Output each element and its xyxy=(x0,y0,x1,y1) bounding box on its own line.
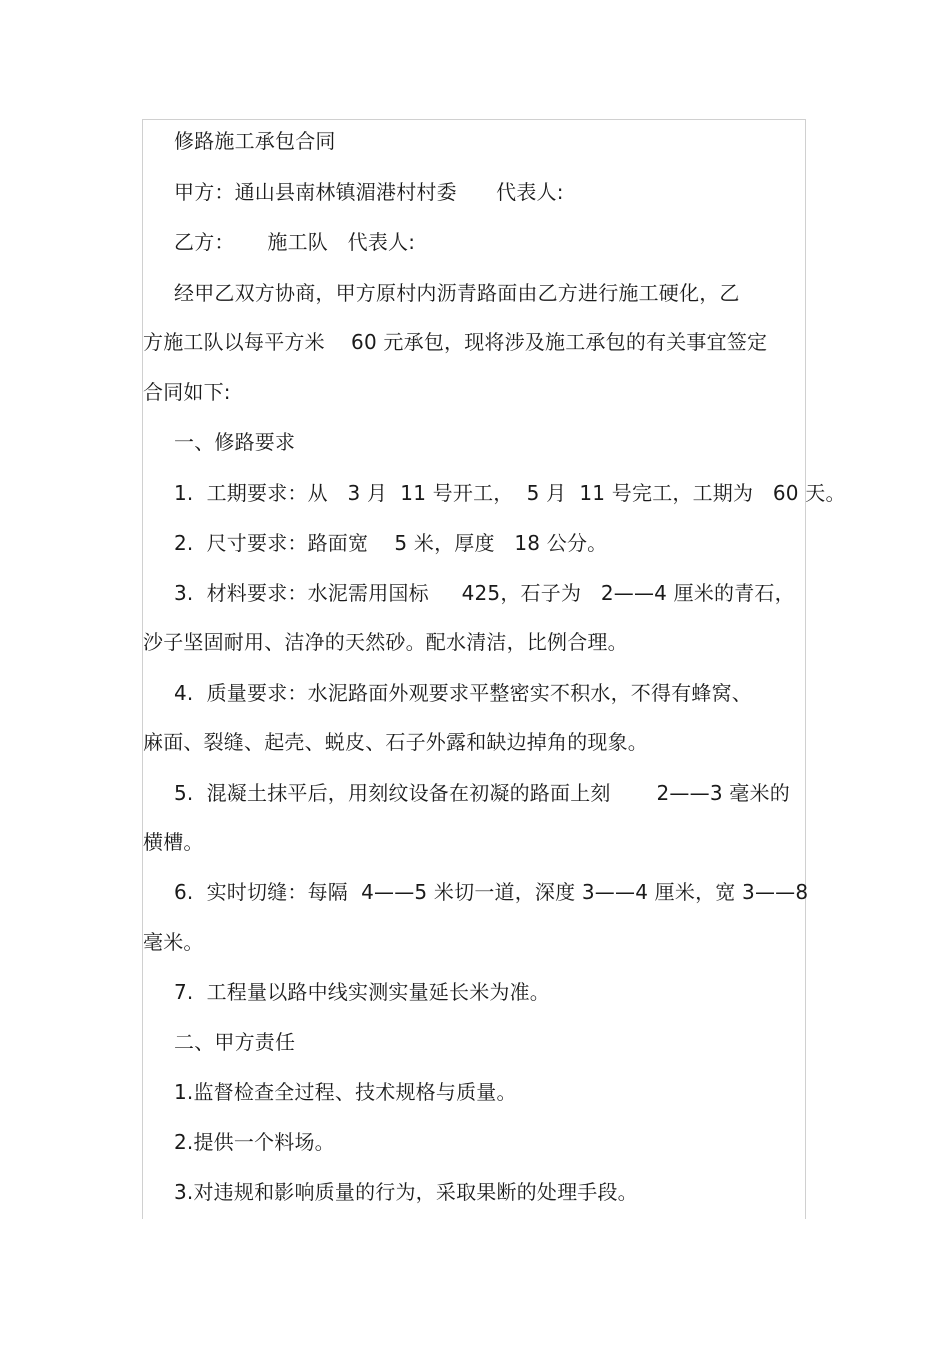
section1-heading: 一、修路要求 xyxy=(174,430,296,454)
section2-item-3: 3.对违规和影响质量的行为，采取果断的处理手段。 xyxy=(174,1180,638,1204)
intro-line-3: 合同如下: xyxy=(143,380,231,404)
party-a-line: 甲方：通山县南林镇湄港村村委 代表人: xyxy=(174,180,564,204)
item-5-grooving: 5. 混凝土抹平后，用刻纹设备在初凝的路面上刻 2——3 毫米的 xyxy=(174,781,790,805)
item-6-cutting: 6. 实时切缝：每隔 4——5 米切一道，深度 3——4 厘米，宽 3——8 xyxy=(174,880,809,904)
item-6-cutting-cont: 毫米。 xyxy=(143,930,204,954)
item-7-quantity: 7. 工程量以路中线实测实量延长米为准。 xyxy=(174,980,550,1004)
item-2-size: 2. 尺寸要求：路面宽 5 米，厚度 18 公分。 xyxy=(174,531,608,555)
item-1-schedule: 1. 工期要求：从 3 月 11 号开工， 5 月 11 号完工，工期为 60 天。 xyxy=(174,481,846,505)
section2-item-1: 1.监督检查全过程、技术规格与质量。 xyxy=(174,1080,517,1104)
section2-item-2: 2.提供一个料场。 xyxy=(174,1130,335,1154)
section2-heading: 二、甲方责任 xyxy=(174,1030,296,1054)
document-title: 修路施工承包合同 xyxy=(174,129,336,153)
intro-line-2: 方施工队以每平方米 60 元承包，现将涉及施工承包的有关事宜签定 xyxy=(143,330,768,354)
intro-line-1: 经甲乙双方协商，甲方原村内沥青路面由乙方进行施工硬化，乙 xyxy=(174,281,740,305)
item-4-quality-cont: 麻面、裂缝、起壳、蜕皮、石子外露和缺边掉角的现象。 xyxy=(143,730,648,754)
party-b-line: 乙方： 施工队 代表人: xyxy=(174,230,416,254)
item-5-grooving-cont: 横槽。 xyxy=(143,830,204,854)
item-3-material-cont: 沙子坚固耐用、洁净的天然砂。配水清洁，比例合理。 xyxy=(143,630,628,654)
item-3-material: 3. 材料要求：水泥需用国标 425，石子为 2——4 厘米的青石， xyxy=(174,581,795,605)
item-4-quality: 4. 质量要求：水泥路面外观要求平整密实不积水，不得有蜂窝、 xyxy=(174,681,752,705)
